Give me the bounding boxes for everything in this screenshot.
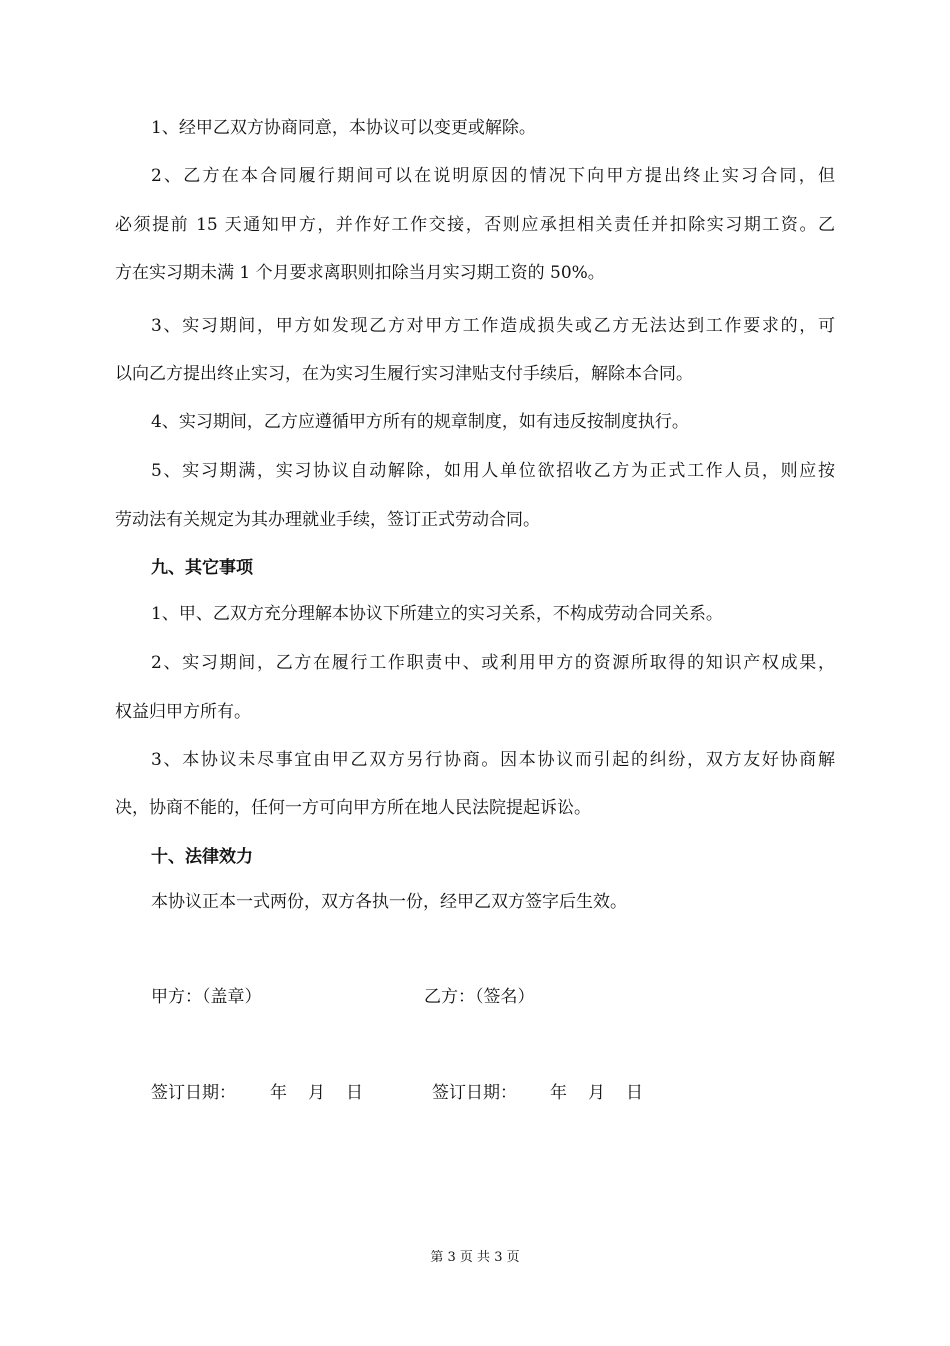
date-a-day: 日 [346, 1083, 363, 1103]
s9-item2-line1: 2、实习期间，乙方在履行工作职责中、或利用甲方的资源所取得的知识产权成果， [151, 653, 835, 673]
s8-item5-line2: 劳动法有关规定为其办理就业手续，签订正式劳动合同。 [115, 510, 540, 530]
s10-text: 本协议正本一式两份，双方各执一份，经甲乙双方签字后生效。 [151, 892, 627, 912]
date-a-year: 年 [270, 1083, 287, 1103]
date-b-month: 月 [588, 1083, 605, 1103]
s8-item5-line1: 5、实习期满，实习协议自动解除，如用人单位欲招收乙方为正式工作人员，则应按 [151, 461, 835, 481]
page-number-footer: 第 3 页 共 3 页 [430, 1250, 520, 1265]
party-a-label: 甲方：（盖章） [151, 987, 262, 1007]
section-10-heading: 十、法律效力 [151, 847, 253, 867]
s8-item3-line2: 以向乙方提出终止实习，在为实习生履行实习津贴支付手续后，解除本合同。 [115, 364, 693, 384]
s8-item2-line1: 2、乙方在本合同履行期间可以在说明原因的情况下向甲方提出终止实习合同，但 [151, 166, 835, 186]
s8-item4-line1: 4、实习期间，乙方应遵循甲方所有的规章制度，如有违反按制度执行。 [151, 412, 689, 432]
s9-item3-line2: 决，协商不能的，任何一方可向甲方所在地人民法院提起诉讼。 [115, 798, 591, 818]
date-b-day: 日 [626, 1083, 643, 1103]
s9-item1-line1: 1、甲、乙双方充分理解本协议下所建立的实习关系，不构成劳动合同关系。 [151, 604, 723, 624]
s8-item3-line1: 3、实习期间，甲方如发现乙方对甲方工作造成损失或乙方无法达到工作要求的，可 [151, 316, 835, 336]
party-b-label: 乙方：（签名） [424, 987, 535, 1007]
s9-item3-line1: 3、本协议未尽事宜由甲乙双方另行协商。因本协议而引起的纠纷，双方友好协商解 [151, 750, 835, 770]
s8-item2-line3: 方在实习期未满 1 个月要求离职则扣除当月实习期工资的 50%。 [115, 263, 605, 283]
date-label-a: 签订日期： [151, 1083, 236, 1103]
date-label-b: 签订日期： [432, 1083, 517, 1103]
date-a-month: 月 [308, 1083, 325, 1103]
s9-item2-line2: 权益归甲方所有。 [115, 702, 251, 722]
section-9-heading: 九、其它事项 [151, 558, 253, 578]
s8-item2-line2: 必须提前 15 天通知甲方，并作好工作交接，否则应承担相关责任并扣除实习期工资。乙 [115, 215, 835, 235]
s8-item1-line1: 1、经甲乙双方协商同意，本协议可以变更或解除。 [151, 118, 536, 138]
date-b-year: 年 [550, 1083, 567, 1103]
